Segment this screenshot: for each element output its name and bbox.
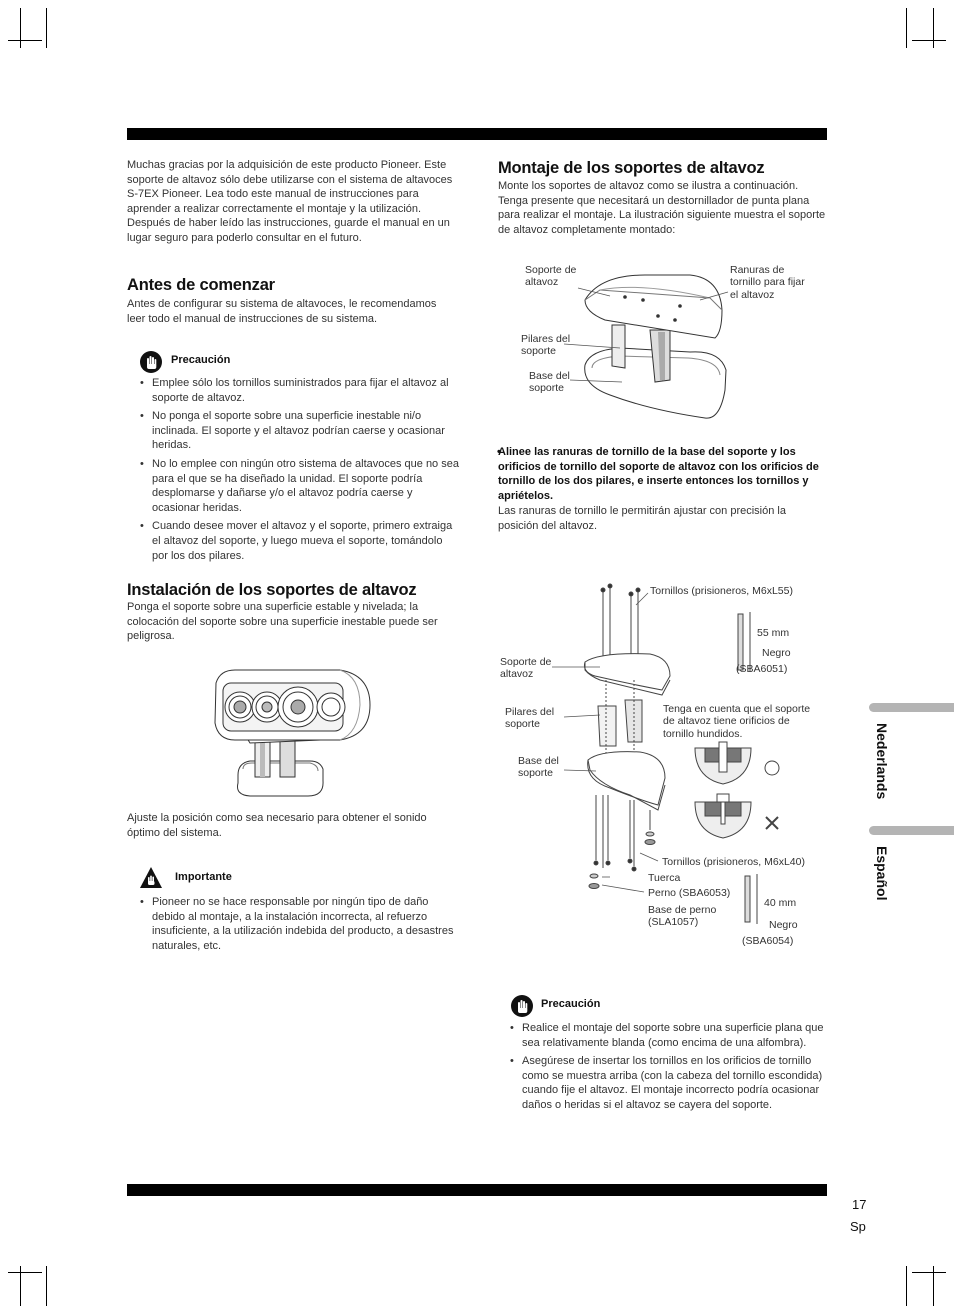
fig2-label-screws-top: Tornillos (prisioneros, M6xL55) bbox=[650, 585, 793, 597]
heading-montaje: Montaje de los soportes de altavoz bbox=[498, 159, 765, 177]
language-tab-bar bbox=[869, 703, 954, 712]
side-tab-espanol: Español bbox=[874, 846, 890, 901]
after-illustration-paragraph: Ajuste la posición como sea necesario para obtener el sonido óptimo del sistema. bbox=[127, 812, 427, 839]
page-language-code: Sp bbox=[850, 1219, 866, 1234]
list-item: • No ponga el soporte sobre una superficie inestable ni/o inclinada. El soporte y el altavoz podrían caerse y ocasionar heridas. bbox=[127, 409, 459, 453]
crop-mark bbox=[20, 8, 21, 48]
footer-bar bbox=[127, 1184, 827, 1196]
important-warning-icon bbox=[139, 866, 163, 890]
side-tab-nederlands: Nederlands bbox=[874, 723, 890, 800]
alignment-instruction bbox=[484, 445, 829, 507]
heading-antes: Antes de comenzar bbox=[127, 276, 275, 294]
list-item: • Realice el montaje del soporte sobre una superficie plana que sea relativamente blanda (como encima de una alfombra). bbox=[497, 1021, 829, 1050]
crop-mark bbox=[20, 1266, 21, 1306]
fig2-label-pilares: Pilares del soporte bbox=[505, 706, 555, 731]
instalacion-paragraph: Ponga el soporte sobre una superficie estable y nivelada; la colocación del soporte sobre una superficie inestable puede ser peligrosa. bbox=[127, 601, 438, 643]
page-number: 17 bbox=[852, 1197, 867, 1212]
alignment-note: Las ranuras de tornillo le permitirán ajustar con precisión la posición del altavoz. bbox=[498, 505, 786, 532]
fig1-label-ranuras: Ranuras de tornillo para fijar el altavoz bbox=[730, 264, 805, 301]
caution-list-2 bbox=[497, 1021, 829, 1117]
caution-hand-icon bbox=[139, 350, 163, 374]
speaker-on-stand-illustration bbox=[210, 665, 375, 800]
caution-title-1: Precaución bbox=[171, 354, 231, 366]
list-item: • Pioneer no se hace responsable por ningún tipo de daño debido al montaje, a la instalación incorrecta, al refuerzo insuficiente, a la utilización indebida del producto, a desastres naturales, etc. bbox=[127, 895, 460, 953]
crop-mark bbox=[912, 40, 946, 41]
list-item: • No lo emplee con ningún otro sistema de altavoces que no sea para el que se ha diseñado la unidad. El soporte podría desplomarse y dañarse y/o el altavoz podría caerse y ocasionar heridas. bbox=[127, 457, 459, 515]
header-bar bbox=[127, 128, 827, 140]
fig2-label-55mm: 55 mm bbox=[757, 627, 790, 639]
caution-list-1 bbox=[127, 376, 459, 567]
fig2-label-negro1: Negro bbox=[762, 647, 791, 659]
fig2-label-base: Base del soporte bbox=[518, 755, 559, 780]
fig2-label-screws-bottom: Tornillos (prisioneros, M6xL40) bbox=[662, 856, 805, 868]
list-item: • Cuando desee mover el altavoz y el soporte, primero extraiga el altavoz del soporte, y luego mueva el soporte, tomándolo por los dos pilares. bbox=[127, 519, 459, 563]
important-list bbox=[127, 895, 460, 957]
fig2-label-soporte: Soporte de altavoz bbox=[500, 656, 552, 681]
antes-paragraph: Antes de configurar su sistema de altavoces, le recomendamos leer todo el manual de instrucciones de su sistema. bbox=[127, 298, 437, 325]
fig2-label-note: Tenga en cuenta que el soporte de altavoz tiene orificios de tornillo hundidos. bbox=[663, 703, 811, 740]
fig2-label-base-perno: Base de perno (SLA1057) bbox=[648, 904, 717, 929]
fig1-label-pilares: Pilares del soporte bbox=[521, 333, 571, 358]
fig1-label-base: Base del soporte bbox=[529, 370, 570, 395]
fig2-label-negro2: Negro bbox=[769, 919, 798, 931]
caution-hand-icon bbox=[510, 994, 534, 1018]
crop-mark bbox=[933, 1266, 934, 1306]
fig2-label-40mm: 40 mm bbox=[764, 897, 797, 909]
crop-mark bbox=[906, 1266, 907, 1306]
important-title: Importante bbox=[175, 871, 232, 883]
heading-instalacion: Instalación de los soportes de altavoz bbox=[127, 581, 417, 599]
fig1-label-soporte: Soporte de altavoz bbox=[525, 264, 577, 289]
list-item: • Alinee las ranuras de tornillo de la base del soporte y los orificios de tornillo del soporte de altavoz con los orificios de tornillo de los dos pilares, e inserte entonces los tornillos y apriételos. bbox=[484, 445, 829, 503]
list-item: • Emplee sólo los tornillos suministrados para fijar el altavoz al soporte de altavoz. bbox=[127, 376, 459, 405]
crop-mark bbox=[8, 40, 42, 41]
fig2-label-code1: (SBA6051) bbox=[736, 663, 788, 675]
language-tab-bar bbox=[869, 826, 954, 835]
crop-mark bbox=[8, 1272, 42, 1273]
crop-mark bbox=[46, 1266, 47, 1306]
intro-paragraph: Muchas gracias por la adquisición de este producto Pioneer. Este soporte de altavoz sólo debe utilizarse con el sistema de altavoces S-7EX Pioneer. Lea todo este manual de instrucciones para aprender a realizar correctamente el montaje y la utilización. Después de haber leído las instrucciones, guarde el manual en un lugar seguro para poderlo consultar en el futuro. bbox=[127, 159, 453, 244]
list-item: • Asegúrese de insertar los tornillos en los orificios de tornillo como se muestra arriba (con la cabeza del tornillo escondida) cuando fije el altavoz. El montaje incorrecto podría ocasionar daños o heridas si el altavoz se cayera del soporte. bbox=[497, 1054, 829, 1112]
montaje-paragraph: Monte los soportes de altavoz como se ilustra a continuación. Tenga presente que necesitará un destornillador de punta plana para realizar el montaje. La ilustración siguiente muestra el soporte de altavoz completamente montado: bbox=[498, 180, 826, 236]
crop-mark bbox=[912, 1272, 946, 1273]
crop-mark bbox=[46, 8, 47, 48]
fig2-leader-lines bbox=[540, 585, 660, 895]
crop-mark bbox=[906, 8, 907, 48]
fig2-label-tuerca: Tuerca bbox=[648, 872, 681, 884]
fig2-label-code2: (SBA6054) bbox=[742, 935, 794, 947]
caution-title-2: Precaución bbox=[541, 998, 601, 1010]
crop-mark bbox=[933, 8, 934, 48]
fig2-label-perno: Perno (SBA6053) bbox=[648, 887, 731, 899]
